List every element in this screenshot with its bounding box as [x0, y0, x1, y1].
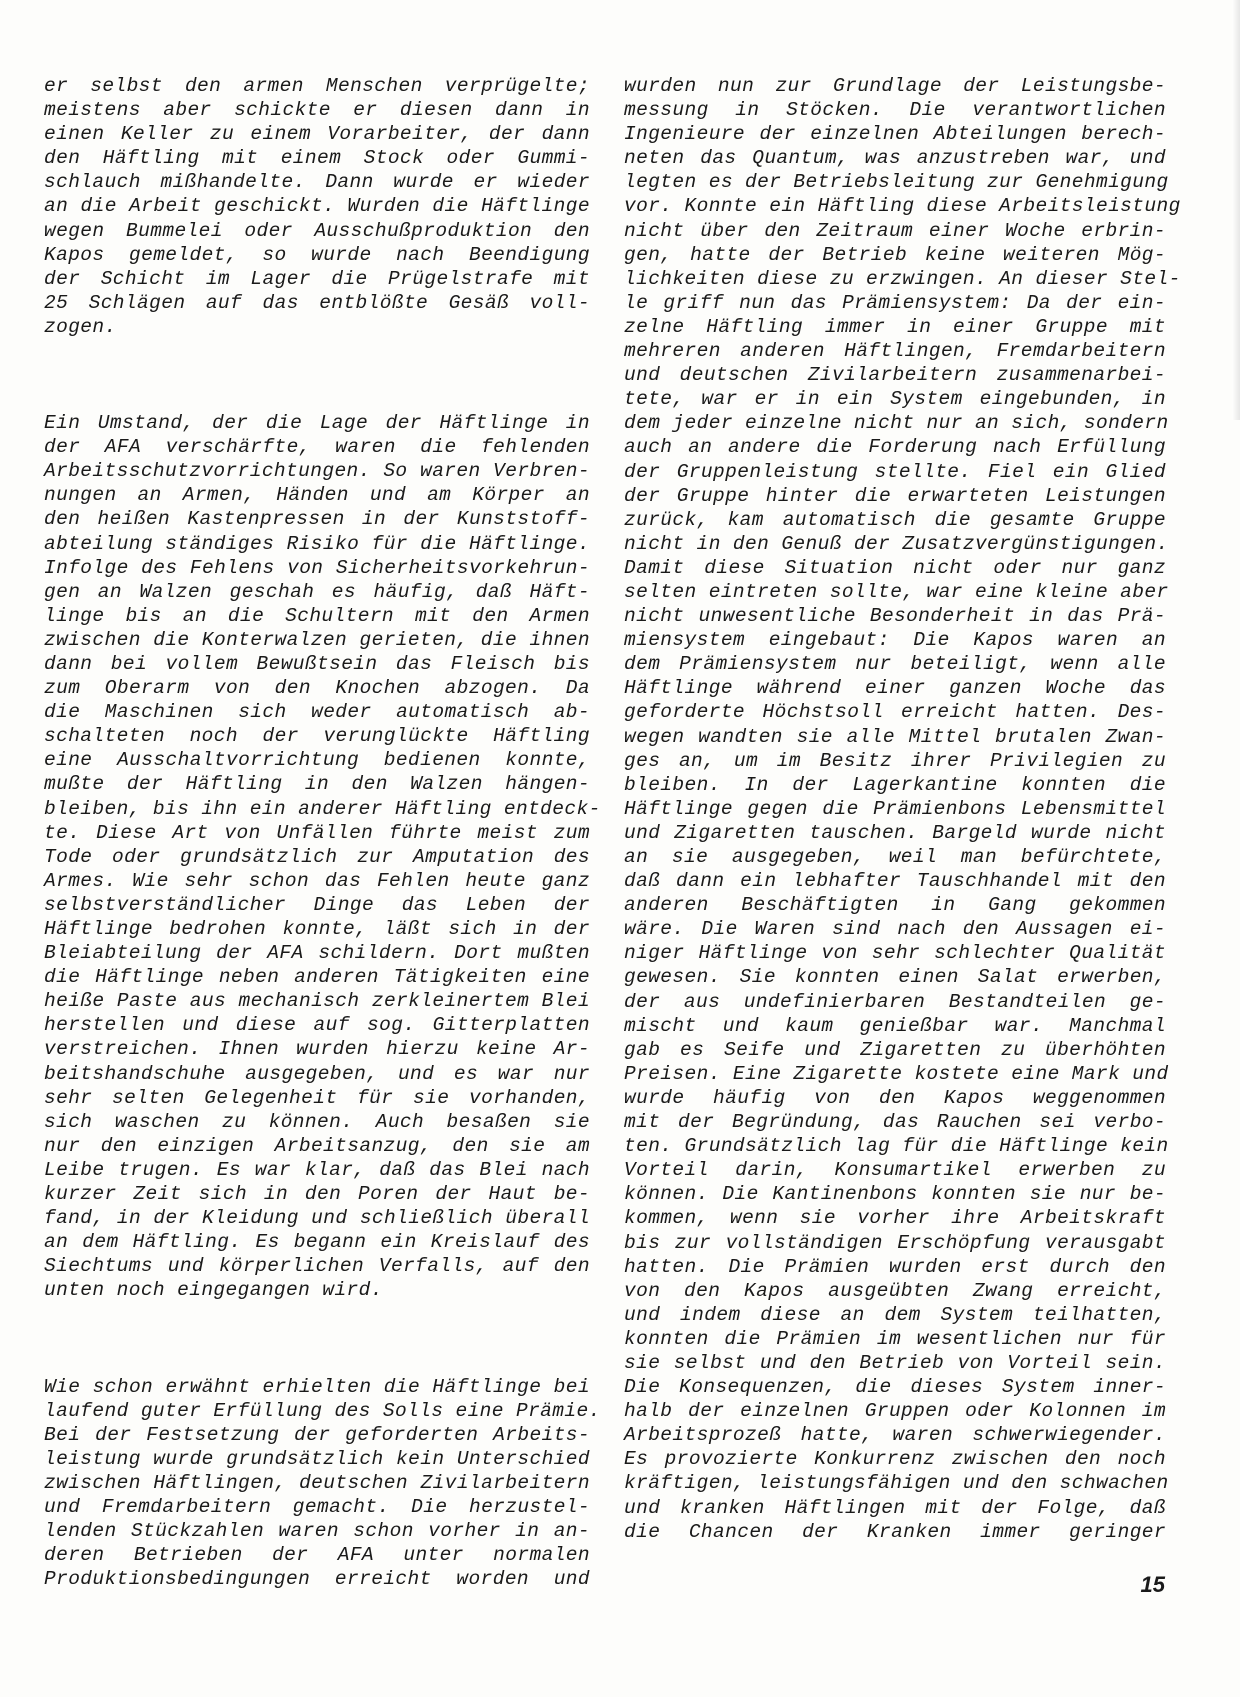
text-line: und kranken Häftlingen mit der Folge, daß	[624, 1496, 1166, 1519]
text-line: verstreichen. Ihnen wurden hierzu keine Ar-	[44, 1038, 590, 1061]
text-line: wegen Bummelei oder Ausschußproduktion den	[44, 219, 590, 242]
text-line: ten. Grundsätzlich lag für die Häftlinge kein	[624, 1135, 1169, 1158]
text-line: nicht in den Genuß der Zusatzvergünstigungen.	[624, 532, 1169, 555]
text-line: le griff nun das Prämiensystem: Da der ein-	[624, 291, 1166, 314]
text-line: sie selbst und den Betrieb von Vorteil sein.	[624, 1351, 1166, 1374]
text-line: die Häftlinge neben anderen Tätigkeiten eine	[44, 966, 590, 989]
text-line: selbstverständlicher Dinge das Leben der	[44, 893, 590, 916]
text-line: Arbeitsschutzvorrichtungen. So waren Verbren-	[44, 460, 590, 483]
text-line: lenden Stückzahlen waren schon vorher in an-	[44, 1520, 590, 1543]
text-line: kommen, wenn sie vorher ihre Arbeitskraft	[624, 1207, 1166, 1230]
paragraph-gap	[44, 339, 590, 411]
text-line: unten noch eingegangen wird.	[44, 1279, 383, 1302]
text-line: Tode oder grundsätzlich zur Amputation des	[44, 845, 590, 868]
text-line: und deutschen Zivilarbeitern zusammenarbei-	[624, 364, 1166, 387]
text-line: gab es Seife und Zigaretten zu überhöhten	[624, 1038, 1166, 1061]
text-line: der Schicht im Lager die Prügelstrafe mit	[44, 267, 590, 290]
text-line: meistens aber schickte er diesen dann in	[44, 99, 590, 122]
text-line: nungen an Armen, Händen und am Körper an	[44, 484, 590, 507]
text-line: dann bei vollem Bewußtsein das Fleisch bis	[44, 652, 590, 675]
right-column	[624, 74, 1181, 1544]
text-line: deren Betrieben der AFA unter normalen	[44, 1544, 590, 1567]
text-line: wegen wandten sie alle Mittel brutalen Zwan-	[624, 725, 1166, 748]
text-line: Produktionsbedingungen erreicht worden und	[44, 1568, 590, 1591]
text-line: beitshandschuhe ausgegeben, und es war nur	[44, 1062, 590, 1085]
text-line: nicht über den Zeitraum einer Woche erbrin-	[624, 219, 1166, 242]
text-line: lichkeiten diese zu erzwingen. An dieser Stel-	[624, 267, 1181, 290]
text-line: laufend guter Erfüllung des Solls eine Prämie.	[44, 1399, 601, 1422]
text-line: bleiben. In der Lagerkantine konnten die	[624, 773, 1166, 796]
text-line: te. Diese Art von Unfällen führte meist zum	[44, 821, 590, 844]
text-line: geforderte Höchstsoll erreicht hatten. Des-	[624, 701, 1166, 724]
paragraph-3	[44, 1375, 601, 1592]
text-line: 25 Schlägen auf das entblößte Gesäß voll-	[44, 291, 590, 314]
text-line: zurück, kam automatisch die gesamte Gruppe	[624, 508, 1166, 531]
paragraph-gap	[44, 1303, 590, 1375]
text-line: die Maschinen sich weder automatisch ab-	[44, 701, 590, 724]
text-line: zwischen Häftlingen, deutschen Zivilarbeitern	[44, 1471, 590, 1494]
text-line: zogen.	[44, 315, 117, 338]
text-line: der Gruppenleistung stellte. Fiel ein Glied	[624, 460, 1166, 483]
text-line: er selbst den armen Menschen verprügelte;	[44, 75, 590, 97]
text-line: mußte der Häftling in den Walzen hängen-	[44, 773, 590, 796]
text-line: an dem Häftling. Es begann ein Kreislauf des	[44, 1231, 590, 1254]
text-line: Wie schon erwähnt erhielten die Häftlinge bei	[44, 1375, 590, 1398]
text-line: mehreren anderen Häftlingen, Fremdarbeitern	[624, 340, 1166, 363]
text-line: wäre. Die Waren sind nach den Aussagen ei-	[624, 918, 1166, 941]
text-line: dem jeder einzelne nicht nur an sich, sondern	[624, 412, 1169, 435]
scan-edge-shadow	[1232, 0, 1240, 420]
text-line: dem Prämiensystem nur beteiligt, wenn alle	[624, 653, 1166, 676]
text-line: der Gruppe hinter die erwarteten Leistungen	[624, 484, 1166, 507]
text-line: abteilung ständiges Risiko für die Häftlinge.	[44, 532, 590, 555]
text-line: kräftigen, leistungsfähigen und den schwachen	[624, 1472, 1169, 1495]
text-line: Häftlinge gegen die Prämienbons Lebensmittel	[624, 797, 1166, 820]
text-line: heiße Paste aus mechanisch zerkleinertem Blei	[44, 990, 590, 1013]
text-line: Es provozierte Konkurrenz zwischen den noch	[624, 1448, 1166, 1471]
text-line: Häftlinge bedrohen konnte, läßt sich in der	[44, 918, 590, 940]
text-line: miensystem eingebaut: Die Kapos waren an	[624, 629, 1166, 652]
text-line: wurden nun zur Grundlage der Leistungsbe-	[624, 75, 1166, 97]
text-line: Vorteil darin, Konsumartikel erwerben zu	[624, 1159, 1166, 1182]
text-line: sich waschen zu können. Auch besaßen sie	[44, 1110, 590, 1133]
text-line: ges an, um im Besitz ihrer Privilegien zu	[624, 749, 1166, 772]
text-line: mit der Begründung, das Rauchen sei verbo-	[624, 1111, 1166, 1134]
text-line: Häftlinge während einer ganzen Woche das	[624, 677, 1166, 700]
text-line: die Chancen der Kranken immer geringer	[624, 1520, 1166, 1543]
paragraph-4	[624, 74, 1181, 1544]
text-line: Kapos gemeldet, so wurde nach Beendigung	[44, 243, 590, 266]
text-line: niger Häftlinge von sehr schlechter Qualität	[624, 942, 1166, 965]
text-line: herstellen und diese auf sog. Gitterplatten	[44, 1014, 590, 1037]
text-line: und Fremdarbeitern gemacht. Die herzustel-	[44, 1495, 590, 1518]
text-line: hatten. Die Prämien wurden erst durch den	[624, 1255, 1166, 1278]
text-line: Bei der Festsetzung der geforderten Arbeits-	[44, 1423, 590, 1446]
text-line: können. Die Kantinenbons konnten sie nur be-	[624, 1183, 1166, 1206]
text-line: Preisen. Eine Zigarette kostete eine Mark und	[624, 1062, 1169, 1085]
text-line: einen Keller zu einem Vorarbeiter, der dann	[44, 123, 590, 146]
paragraph-1	[44, 74, 590, 339]
text-line: schlauch mißhandelte. Dann wurde er wieder	[44, 171, 590, 194]
text-line: neten das Quantum, was anzustreben war, und	[624, 147, 1166, 170]
page-number: 15	[1140, 1572, 1165, 1597]
text-line: gen an Walzen geschah es häufig, daß Häft-	[44, 580, 590, 603]
text-line: eine Ausschaltvorrichtung bedienen konnte,	[44, 749, 590, 772]
text-line: zwischen die Konterwalzen gerieten, die ihnen	[44, 628, 590, 651]
text-line: bis zur vollständigen Erschöpfung verausgabt	[624, 1231, 1166, 1254]
text-line: zum Oberarm von den Knochen abzogen. Da	[44, 677, 590, 700]
text-line: nur den einzigen Arbeitsanzug, den sie am	[44, 1134, 590, 1157]
text-line: wurde häufig von den Kapos weggenommen	[624, 1086, 1166, 1109]
text-line: fand, in der Kleidung und schließlich überall	[44, 1207, 590, 1230]
text-line: an sie ausgegeben, weil man befürchtete,	[624, 846, 1166, 868]
text-line: tete, war er in ein System eingebunden, in	[624, 388, 1166, 411]
text-line: der AFA verschärfte, waren die fehlenden	[44, 436, 590, 459]
text-line: der aus undefinierbaren Bestandteilen ge-	[624, 990, 1166, 1013]
text-line: gen, hatte der Betrieb keine weiteren Mög-	[624, 243, 1166, 266]
text-line: Leibe trugen. Es war klar, daß das Blei nach	[44, 1158, 590, 1181]
text-line: Damit diese Situation nicht oder nur ganz	[624, 556, 1166, 579]
text-line: vor. Konnte ein Häftling diese Arbeitsleistung	[624, 195, 1181, 218]
text-line: sehr selten Gelegenheit für sie vorhanden,	[44, 1086, 590, 1109]
text-line: Ein Umstand, der die Lage der Häftlinge in	[44, 412, 590, 435]
text-line: bleiben, bis ihn ein anderer Häftling entdeck-	[44, 797, 601, 820]
text-line: von den Kapos ausgeübten Zwang erreicht,	[624, 1279, 1166, 1302]
text-line: mischt und kaum genießbar war. Manchmal	[624, 1014, 1166, 1037]
left-column	[44, 74, 601, 1591]
text-line: Die Konsequenzen, die dieses System inner-	[624, 1376, 1166, 1399]
text-line: Ingenieure der einzelnen Abteilungen berech-	[624, 123, 1166, 146]
text-line: Infolge des Fehlens von Sicherheitsvorkehrun-	[44, 556, 590, 579]
text-line: selten eintreten sollte, war eine kleine aber	[624, 580, 1169, 603]
text-line: halb der einzelnen Gruppen oder Kolonnen im	[624, 1400, 1166, 1423]
text-line: daß dann ein lebhafter Tauschhandel mit den	[624, 870, 1166, 893]
text-line: den heißen Kastenpressen in der Kunststoff-	[44, 508, 590, 531]
text-line: Siechtums und körperlichen Verfalls, auf den	[44, 1255, 590, 1278]
text-line: kurzer Zeit sich in den Poren der Haut be-	[44, 1183, 590, 1206]
text-line: konnten die Prämien im wesentlichen nur für	[624, 1327, 1166, 1350]
text-line: Armes. Wie sehr schon das Fehlen heute ganz	[44, 869, 590, 892]
text-line: und Zigaretten tauschen. Bargeld wurde nicht	[624, 821, 1166, 844]
text-line: Arbeitsprozeß hatte, waren schwerwiegender.	[624, 1424, 1166, 1447]
text-line: den Häftling mit einem Stock oder Gummi-	[44, 147, 590, 170]
text-line: gewesen. Sie konnten einen Salat erwerben,	[624, 966, 1166, 989]
text-line: linge bis an die Schultern mit den Armen	[44, 604, 590, 627]
text-line: Bleiabteilung der AFA schildern. Dort mußten	[44, 942, 590, 965]
text-line: und indem diese an dem System teilhatten,	[624, 1303, 1166, 1326]
text-line: leistung wurde grundsätzlich kein Unterschied	[44, 1447, 590, 1470]
text-line: schalteten noch der verunglückte Häftling	[44, 725, 590, 748]
text-line: an die Arbeit geschickt. Wurden die Häftlinge	[44, 195, 590, 218]
text-line: nicht unwesentliche Besonderheit in das Prä-	[624, 605, 1166, 628]
text-line: zelne Häftling immer in einer Gruppe mit	[624, 315, 1166, 338]
paragraph-2	[44, 411, 601, 1302]
text-line: anderen Beschäftigten in Gang gekommen	[624, 894, 1166, 917]
text-line: legten es der Betriebsleitung zur Genehmigung	[624, 171, 1169, 194]
text-line: messung in Stöcken. Die verantwortlichen	[624, 99, 1166, 122]
text-line: auch an andere die Forderung nach Erfüllung	[624, 436, 1166, 459]
